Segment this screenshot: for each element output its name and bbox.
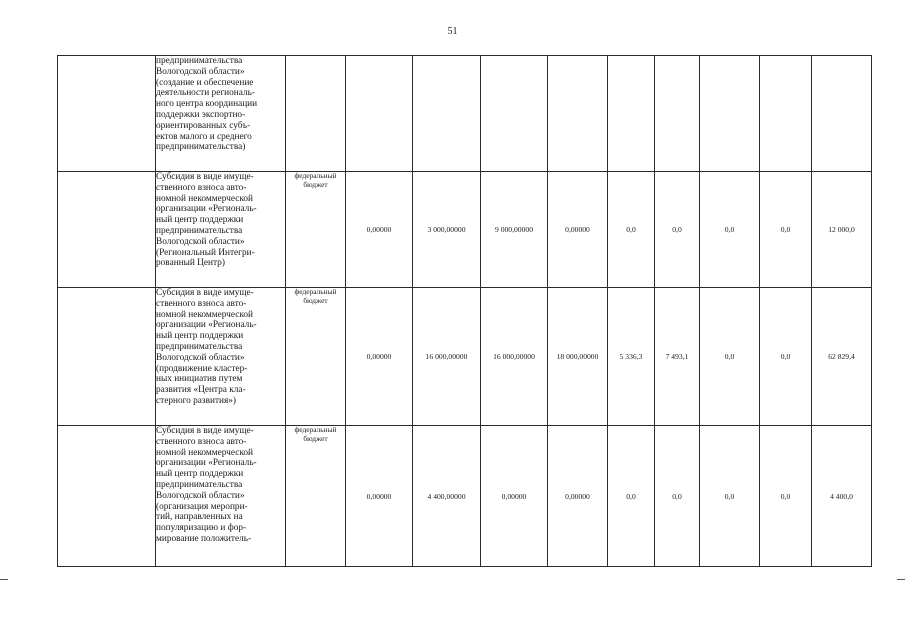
total-value-cell: 4 400,0 xyxy=(812,426,872,567)
description-line: номной некоммерческой xyxy=(156,309,254,320)
year-value-cell: 0,0 xyxy=(760,426,812,567)
year-value-cell: 9 000,00000 xyxy=(481,172,548,288)
description-line: ный центр поддержки xyxy=(156,215,244,226)
description-line: Вологодской области» xyxy=(156,352,245,363)
year-value-cell: 0,00000 xyxy=(481,426,548,567)
funding-source-line: федеральный xyxy=(294,287,337,296)
description-line: номной некоммерческой xyxy=(156,447,254,458)
year-value-cell xyxy=(548,56,608,172)
year-value-cell: 0,0 xyxy=(760,172,812,288)
description-line: деятельности региональ- xyxy=(156,88,255,99)
table-row xyxy=(58,172,872,288)
row-index-cell xyxy=(58,172,156,288)
description-line: ственного взноса авто- xyxy=(156,182,247,193)
year-value-cell: 0,0 xyxy=(760,288,812,426)
year-value-cell xyxy=(481,56,548,172)
year-value-cell: 16 000,00000 xyxy=(413,288,481,426)
description-line: организации «Региональ- xyxy=(156,204,257,215)
description-line: поддержки экспортно- xyxy=(156,109,246,120)
description-line: ный центр поддержки xyxy=(156,331,244,342)
year-value-cell: 7 493,1 xyxy=(655,288,700,426)
description-line: рованный Центр) xyxy=(156,258,225,269)
table-row xyxy=(58,56,872,172)
description-line: организации «Региональ- xyxy=(156,458,257,469)
year-value-cell: 0,0 xyxy=(700,426,760,567)
description-line: ных инициатив путем xyxy=(156,374,243,385)
total-value-cell xyxy=(812,56,872,172)
year-value-cell: 0,0 xyxy=(655,172,700,288)
row-index-cell xyxy=(58,288,156,426)
total-value-cell: 62 829,4 xyxy=(812,288,872,426)
left-margin-mark xyxy=(0,579,8,580)
year-value-cell: 0,0 xyxy=(608,172,655,288)
description-line: стерного развития») xyxy=(156,395,237,406)
funding-source-line: бюджет xyxy=(303,433,328,443)
page-number: 51 xyxy=(447,26,458,37)
description-line: популяризацию и фор- xyxy=(156,523,247,534)
year-value-cell: 0,00000 xyxy=(548,426,608,567)
description-line: Субсидия в виде имуще- xyxy=(156,426,254,436)
activity-description-cell xyxy=(156,56,286,172)
row-index-cell xyxy=(58,426,156,567)
total-value-cell: 12 000,0 xyxy=(812,172,872,288)
year-value-cell xyxy=(760,56,812,172)
description-line: Субсидия в виде имуще- xyxy=(156,288,254,298)
table-row xyxy=(58,288,872,426)
year-value-cell: 0,00000 xyxy=(346,426,413,567)
year-value-cell: 0,00000 xyxy=(346,288,413,426)
year-value-cell xyxy=(608,56,655,172)
table-row xyxy=(58,426,872,567)
description-line: (создание и обеспечение xyxy=(156,77,254,88)
description-line: ственного взноса авто- xyxy=(156,436,247,447)
description-line: ориентированных субъ- xyxy=(156,120,251,131)
year-value-cell: 18 000,00000 xyxy=(548,288,608,426)
funding-source-line: бюджет xyxy=(303,295,328,305)
year-value-cell: 0,0 xyxy=(700,172,760,288)
row-index-cell xyxy=(58,56,156,172)
description-line: Субсидия в виде имуще- xyxy=(156,172,254,182)
year-value-cell xyxy=(655,56,700,172)
description-line: предпринимательства xyxy=(156,225,243,236)
right-margin-mark xyxy=(897,579,905,580)
funding-source-line: федеральный xyxy=(294,171,337,180)
year-value-cell: 0,00000 xyxy=(548,172,608,288)
year-value-cell: 0,0 xyxy=(655,426,700,567)
description-line: Вологодской области» xyxy=(156,66,245,77)
description-line: Вологодской области» xyxy=(156,490,245,501)
description-line: (организация меропри- xyxy=(156,501,248,512)
description-line: предпринимательства xyxy=(156,56,243,66)
year-value-cell xyxy=(346,56,413,172)
year-value-cell: 16 000,00000 xyxy=(481,288,548,426)
description-line: предпринимательства) xyxy=(156,142,246,153)
description-line: мирование положитель- xyxy=(156,533,252,544)
year-value-cell xyxy=(413,56,481,172)
year-value-cell: 5 336,3 xyxy=(608,288,655,426)
description-line: ственного взноса авто- xyxy=(156,298,247,309)
budget-table xyxy=(57,55,872,567)
description-line: ектов малого и среднего xyxy=(156,131,252,142)
year-value-cell: 0,00000 xyxy=(346,172,413,288)
description-line: номной некоммерческой xyxy=(156,193,254,204)
description-line: предпринимательства xyxy=(156,479,243,490)
description-line: организации «Региональ- xyxy=(156,320,257,331)
funding-source-line: федеральный xyxy=(294,425,337,434)
description-line: тий, направленных на xyxy=(156,512,243,523)
funding-source-cell xyxy=(286,426,346,567)
funding-source-cell xyxy=(286,172,346,288)
description-line: (Региональный Интегри- xyxy=(156,247,255,258)
year-value-cell: 4 400,00000 xyxy=(413,426,481,567)
description-line: предпринимательства xyxy=(156,341,243,352)
activity-description-cell xyxy=(156,172,286,288)
year-value-cell xyxy=(700,56,760,172)
description-line: Вологодской области» xyxy=(156,236,245,247)
funding-source-line: бюджет xyxy=(303,179,328,189)
funding-source-cell xyxy=(286,288,346,426)
funding-source-cell xyxy=(286,56,346,172)
year-value-cell: 0,0 xyxy=(700,288,760,426)
description-line: ный центр поддержки xyxy=(156,469,244,480)
activity-description-cell xyxy=(156,426,286,567)
description-line: (продвижение кластер- xyxy=(156,363,248,374)
description-line: развития «Центра кла- xyxy=(156,385,246,396)
description-line: ного центра координации xyxy=(156,99,258,110)
year-value-cell: 0,0 xyxy=(608,426,655,567)
year-value-cell: 3 000,00000 xyxy=(413,172,481,288)
activity-description-cell xyxy=(156,288,286,426)
